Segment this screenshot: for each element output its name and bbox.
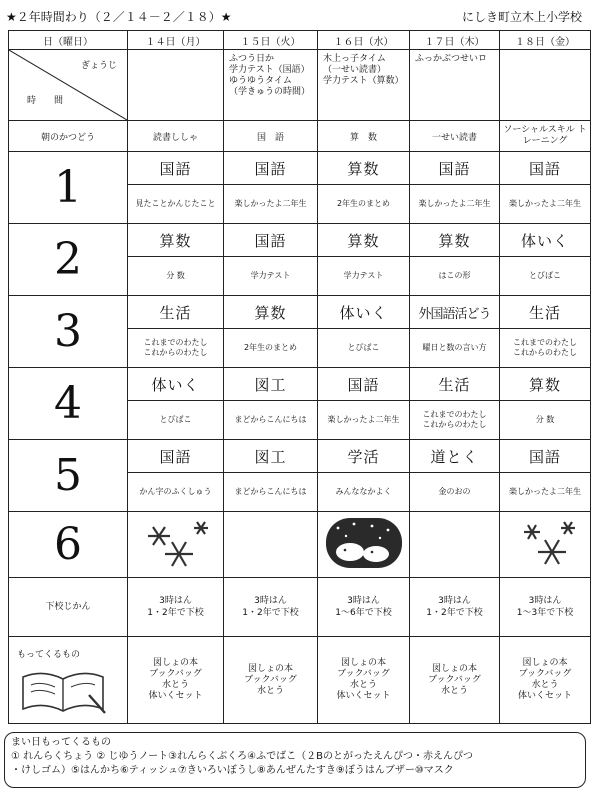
morning-cell: 読書ししゃ <box>128 121 224 152</box>
topic-cell <box>128 401 224 440</box>
bring-item: 体いくセット <box>336 691 391 701</box>
subject-cell: 算数 <box>318 152 410 185</box>
bring-item: ブックバッグ <box>337 669 390 679</box>
bring-item: 図しょの本 <box>247 663 293 674</box>
bring-item: 図しょの本 <box>340 658 386 668</box>
subject-cell: 体いく <box>500 224 591 257</box>
topic-line: まどからこんにちは <box>234 487 307 496</box>
bring-item: 図しょの本 <box>152 658 198 668</box>
gyoji-line: ゆうゆうタイム <box>229 76 292 86</box>
subject-cell: 図工 <box>224 440 318 473</box>
dismissal-line: 3時はん <box>528 596 562 606</box>
day-header: １４日（月） <box>128 31 224 50</box>
dismissal-line: 3時はん <box>159 596 192 606</box>
subject-cell: 国語 <box>318 368 410 401</box>
empty-cell <box>410 512 500 578</box>
bring-item: 図しょの本 <box>431 663 477 674</box>
bring-item: 水とう <box>440 685 468 696</box>
topic-line: 金のおの <box>438 487 471 496</box>
dismissal-line: 1・2年で下校 <box>147 608 204 618</box>
gyoji-cell <box>410 50 500 121</box>
subject-cell: 図工 <box>224 368 318 401</box>
subject-cell: 国語 <box>410 152 500 185</box>
dismissal-line: 1・2年で下校 <box>426 608 483 618</box>
topic-cell <box>318 257 410 296</box>
gyoji-line: （一せい読書） <box>323 65 387 75</box>
gyoji-label-cell <box>9 50 128 121</box>
topic-line: 楽しかったよ二年生 <box>234 199 307 208</box>
snowflake-icon <box>510 516 580 571</box>
topic-cell <box>410 401 500 440</box>
dismissal-line: 1～6年で下校 <box>335 608 392 618</box>
bring-item: 水とう <box>256 685 284 696</box>
subject-cell: 外国語活どう <box>410 296 500 329</box>
morning-cell-text: ソーシャルスキル トレーニング <box>503 125 587 146</box>
bring-item: 水とう <box>531 680 559 690</box>
subject-cell: 国語 <box>224 152 318 185</box>
subject-cell: 国語 <box>128 152 224 185</box>
period-number: 4 <box>9 368 128 440</box>
topic-cell <box>318 473 410 512</box>
dismissal-cell <box>318 578 410 637</box>
topic-line: はこの形 <box>438 271 471 280</box>
timetable <box>8 30 591 724</box>
gyoji-line: （学きゅうの時間） <box>229 87 311 97</box>
day-header: １８日（金） <box>500 31 591 50</box>
topic-line: とびばこ <box>347 343 380 352</box>
topic-line: 曜日と数の言い方 <box>422 343 487 352</box>
snow-rabbit-illustration <box>318 512 410 578</box>
daily-items-box <box>4 732 586 788</box>
gyoji-line: ふつう日か <box>229 54 275 64</box>
bring-item: 体いくセット <box>148 691 203 701</box>
period-row-6 <box>9 512 591 578</box>
topic-cell <box>410 185 500 224</box>
subject-cell: 算数 <box>128 224 224 257</box>
bring-item: ブックバッグ <box>428 674 481 685</box>
topic-line: 2年生のまとめ <box>243 343 298 352</box>
period-number: 3 <box>9 296 128 368</box>
subject-cell: 学活 <box>318 440 410 473</box>
bring-row <box>9 637 591 724</box>
snowflake-illustration <box>128 512 224 578</box>
bring-cell <box>128 637 224 724</box>
periods-body <box>9 152 591 512</box>
bring-cell <box>224 637 318 724</box>
period-number: 6 <box>9 512 128 578</box>
topic-cell <box>224 185 318 224</box>
morning-cell: 国 語 <box>224 121 318 152</box>
topic-line: 楽しかったよ二年生 <box>418 199 491 208</box>
topic-cell <box>318 329 410 368</box>
morning-cell: 一せい読書 <box>410 121 500 152</box>
gyoji-line: 木上っ子タイム <box>323 54 386 64</box>
day-header: １６日（水） <box>318 31 410 50</box>
page-header <box>6 6 590 26</box>
dismissal-cell <box>128 578 224 637</box>
subject-cell: 体いく <box>128 368 224 401</box>
topic-line: 学力テスト <box>250 271 291 280</box>
bring-item: 体いくセット <box>517 691 572 701</box>
topic-line: 見たことかんじたこと <box>135 199 216 208</box>
topic-cell <box>128 473 224 512</box>
topic-cell <box>224 401 318 440</box>
gyoji-line: ふっかぶつせいロ <box>415 54 488 64</box>
subject-cell: 道とく <box>410 440 500 473</box>
topic-cell <box>500 329 591 368</box>
dismissal-line: 3時はん <box>438 596 471 606</box>
subject-cell: 生活 <box>500 296 591 329</box>
morning-label: 朝のかつどう <box>9 121 128 152</box>
period-subject-row <box>9 296 591 329</box>
topic-line: これからのわたし <box>422 420 487 429</box>
topic-line: とびばこ <box>529 271 561 280</box>
topic-line: 楽しかったよ二年生 <box>327 415 400 424</box>
dismissal-line: 3時はん <box>347 596 380 606</box>
dismissal-cell <box>500 578 591 637</box>
period-subject-row <box>9 368 591 401</box>
topic-cell <box>224 329 318 368</box>
topic-line: みんななかよく <box>335 487 392 496</box>
dismissal-row <box>9 578 591 637</box>
gyoji-line: 学力テスト（算数） <box>323 76 404 86</box>
dismissal-line: 1・2年で下校 <box>242 608 299 618</box>
dismissal-cell <box>410 578 500 637</box>
gyoji-label: ぎょうじ <box>80 61 117 71</box>
topic-line: これまでのわたし <box>422 410 487 419</box>
topic-cell <box>318 401 410 440</box>
period-subject-row <box>9 440 591 473</box>
gyoji-line: 学力テスト（国語） <box>229 65 310 75</box>
gyoji-cell <box>128 50 224 121</box>
gyoji-cell <box>224 50 318 121</box>
morning-row <box>9 121 591 152</box>
daily-items-title: まい日もってくるもの <box>11 737 111 748</box>
snow-rabbit-icon <box>320 514 408 572</box>
corner-header: 日（曜日） <box>9 31 128 50</box>
topic-cell <box>500 185 591 224</box>
topic-line: これからのわたし <box>143 348 208 357</box>
topic-line: 2年生のまとめ <box>336 199 391 208</box>
dismissal-label: 下校じかん <box>9 578 128 637</box>
subject-cell: 生活 <box>128 296 224 329</box>
bring-item: ブックバッグ <box>244 674 297 685</box>
day-header: １７日（木） <box>410 31 500 50</box>
bring-cell <box>318 637 410 724</box>
topic-line: これまでのわたし <box>143 338 208 347</box>
subject-cell: 国語 <box>500 440 591 473</box>
jikan-label: 時 間 <box>27 96 64 106</box>
topic-line: 楽しかったよ二年生 <box>509 199 581 208</box>
gyoji-row <box>9 50 591 121</box>
daily-items-line: ・けしゴム）⑤はんかち⑥ティッシュ⑦きいろいぼうし⑧あんぜんたすき⑨ぼうはんブザー⑩マスク <box>11 765 454 776</box>
snowflake-illustration <box>500 512 591 578</box>
day-header: １５日（火） <box>224 31 318 50</box>
day-header-row <box>9 31 591 50</box>
period-number: 1 <box>9 152 128 224</box>
topic-cell <box>128 329 224 368</box>
subject-cell: 国語 <box>224 224 318 257</box>
period-number: 2 <box>9 224 128 296</box>
topic-line: かん字のふくしゅう <box>139 487 212 496</box>
topic-cell <box>410 257 500 296</box>
subject-cell: 生活 <box>410 368 500 401</box>
topic-cell <box>128 185 224 224</box>
page-title: ★２年時間わり（２／１４－２／１８）★ <box>6 10 232 24</box>
bring-item: 図しょの本 <box>522 658 568 668</box>
topic-line: とびばこ <box>159 415 192 424</box>
topic-line: これからのわたし <box>513 348 577 357</box>
topic-line: 楽しかったよ二年生 <box>509 487 581 496</box>
bring-item: ブックバッグ <box>149 669 202 679</box>
empty-cell <box>224 512 318 578</box>
open-book-icon <box>17 665 109 715</box>
subject-cell: 国語 <box>128 440 224 473</box>
subject-cell: 算数 <box>224 296 318 329</box>
topic-cell <box>224 473 318 512</box>
topic-cell <box>500 473 591 512</box>
dismissal-line: 3時はん <box>254 596 287 606</box>
period-subject-row <box>9 224 591 257</box>
topic-cell <box>410 473 500 512</box>
gyoji-cell <box>500 50 591 121</box>
bring-label: もってくるもの <box>17 649 81 660</box>
subject-cell: 算数 <box>500 368 591 401</box>
subject-cell: 国語 <box>500 152 591 185</box>
daily-items-line: ① れんらくちょう ② じゆうノート③れんらくぶくろ④ふでばこ（２Bのとがったえんぴつ・赤えんぴつ <box>11 751 473 762</box>
dismissal-cell <box>224 578 318 637</box>
morning-cell: 算 数 <box>318 121 410 152</box>
subject-cell: 算数 <box>318 224 410 257</box>
dismissal-line: 1～3年で下校 <box>516 608 574 618</box>
bring-label-cell <box>9 637 128 724</box>
bring-item: 水とう <box>161 680 189 690</box>
topic-cell <box>128 257 224 296</box>
bring-item: 水とう <box>349 680 377 690</box>
topic-cell <box>318 185 410 224</box>
topic-line: 分 数 <box>166 271 185 280</box>
bring-cell <box>500 637 591 724</box>
morning-cell <box>500 121 591 152</box>
school-name: にしき町立木上小学校 <box>461 10 582 24</box>
bring-item: ブックバッグ <box>518 669 572 679</box>
period-number: 5 <box>9 440 128 512</box>
topic-cell <box>224 257 318 296</box>
topic-cell <box>500 257 591 296</box>
snowflake-icon <box>141 516 211 571</box>
period-subject-row <box>9 152 591 185</box>
topic-line: まどからこんにちは <box>234 415 307 424</box>
topic-line: これまでのわたし <box>513 338 577 347</box>
gyoji-cell <box>318 50 410 121</box>
subject-cell: 体いく <box>318 296 410 329</box>
topic-cell <box>410 329 500 368</box>
topic-line: 分 数 <box>535 415 555 424</box>
subject-cell: 算数 <box>410 224 500 257</box>
topic-line: 学力テスト <box>343 271 384 280</box>
bring-cell <box>410 637 500 724</box>
topic-cell <box>500 401 591 440</box>
